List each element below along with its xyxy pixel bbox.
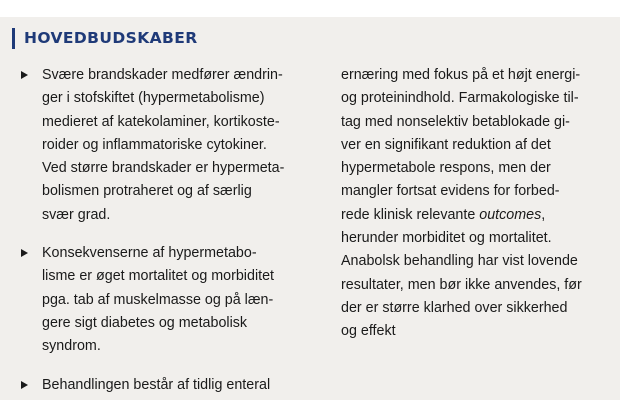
- continuation-line-7: [341, 204, 613, 227]
- bullet-1-line-5: Ved større brandskader er hypermeta-: [42, 160, 285, 177]
- continuation-line-7-start: rede klinisk relevante: [341, 206, 480, 223]
- continuation-line-7-end: ,: [541, 206, 546, 223]
- bullet-3-line-1: Behandlingen består af tidlig enteral: [42, 376, 271, 393]
- continuation-line-1: ernæring med fokus på et højt energi-: [341, 67, 581, 83]
- bullet-item-1: [18, 64, 318, 227]
- bullet-1-line-4: roider og inflammatoriske cytokiner.: [42, 136, 267, 153]
- bullet-item-2: [18, 242, 318, 358]
- bullet-2-line-4: gere sigt diabetes og metabolisk: [42, 314, 248, 331]
- left-column: [18, 64, 318, 412]
- box-heading: HOVEDBUDSKABER: [12, 28, 198, 49]
- bullet-1-line-3: medieret af katekolaminer, kortikoste-: [42, 113, 280, 130]
- triangle-bullet-icon: [21, 381, 28, 389]
- continuation-line-2: og proteinindhold. Farmakologiske til-: [341, 90, 579, 107]
- bullet-2-line-2: lisme er øget mortalitet og morbiditet: [42, 268, 275, 285]
- bullet-1-line-6: bolismen protraheret og af særlig: [42, 183, 252, 200]
- continuation-line-11: der er større klarhed over sikkerhed: [341, 299, 568, 316]
- bullet-2-line-5: syndrom.: [42, 338, 101, 355]
- triangle-bullet-icon: [21, 71, 28, 79]
- bullet-2-line-1: Konsekvenserne af hypermetabo-: [42, 245, 257, 262]
- continuation-line-4: ver en signifikant reduktion af det: [341, 136, 551, 153]
- continuation-line-5: hypermetabole respons, men der: [341, 160, 551, 177]
- bullet-2-line-3: pga. tab af muskelmasse og på læn-: [42, 291, 274, 308]
- bullet-1-line-2: ger i stofskiftet (hypermetabolisme): [42, 90, 265, 107]
- continuation-line-6: mangler fortsat evidens for forbed-: [341, 183, 560, 200]
- continuation-line-12: og effekt: [341, 323, 396, 340]
- bullet-item-3: [18, 374, 318, 397]
- right-column: [341, 64, 613, 344]
- continuation-line-9: Anabolsk behandling har vist lovende: [341, 253, 578, 270]
- bullet-1-line-1: Svære brandskader medfører ændrin-: [42, 67, 283, 83]
- triangle-bullet-icon: [21, 249, 28, 257]
- continuation-line-10: resultater, men bør ikke anvendes, før: [341, 276, 582, 293]
- outcomes-emphasis: outcomes: [479, 206, 542, 223]
- continuation-line-3: tag med nonselektiv betablokade gi-: [341, 113, 570, 130]
- continuation-line-8: herunder morbiditet og mortalitet.: [341, 230, 552, 247]
- bullet-1-line-7: svær grad.: [42, 206, 111, 223]
